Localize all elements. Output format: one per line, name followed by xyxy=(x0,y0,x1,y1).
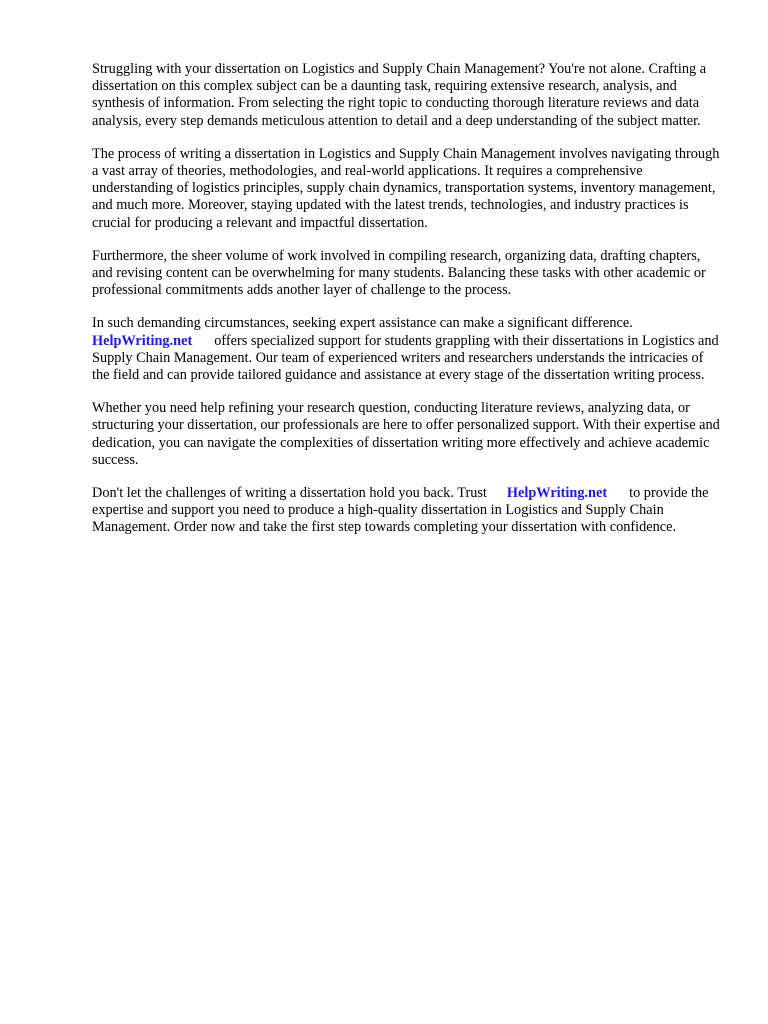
helpwriting-link[interactable]: HelpWriting.net xyxy=(92,332,193,349)
paragraph-5: Whether you need help refining your research question, conducting literature reviews, analyzing data, or structuring your dissertation, our professionals are here to offer personalized support. With their expertise and dedication, you can navigate the complexities of dissertation writing more effectively and achieve academic success. xyxy=(92,400,720,468)
paragraph-6-after: to provide the expertise and support you need to produce a high-quality dissertation in Logistics and Supply Chain Management. Order now and take the first step towards completing your dissertation with confidence. xyxy=(92,485,709,536)
document-body xyxy=(92,61,720,553)
paragraph-6 xyxy=(92,485,720,537)
paragraph-4-intro: In such demanding circumstances, seeking expert assistance can make a significant difference. xyxy=(92,315,633,332)
paragraph-2: The process of writing a dissertation in Logistics and Supply Chain Management involves navigating through a vast array of theories, methodologies, and real-world applications. It requires a comprehensive understanding of logistics principles, supply chain dynamics, transportation systems, inventory management, and much more. Moreover, staying updated with the latest trends, technologies, and industry practices is crucial for producing a relevant and impactful dissertation. xyxy=(92,145,720,231)
paragraph-4 xyxy=(92,315,720,384)
helpwriting-link-2[interactable]: HelpWriting.net xyxy=(506,485,608,502)
paragraph-6-before: Don't let the challenges of writing a dissertation hold you back. Trust xyxy=(92,485,487,502)
paragraph-1: Struggling with your dissertation on Logistics and Supply Chain Management? You're not alone. Crafting a dissertation on this complex subject can be a daunting task, requiring extensive research, analysis, and synthesis of information. From selecting the right topic to conducting thorough literature reviews and data analysis, every step demands meticulous attention to detail and a deep understanding of the subject matter. xyxy=(92,61,707,129)
paragraph-4-rest: offers specialized support for students grappling with their dissertations in Logistics and Supply Chain Management. Our team of experienced writers and researchers understands the intricacies of the field and can provide tailored guidance and assistance at every stage of the dissertation writing process. xyxy=(92,332,719,384)
paragraph-3: Furthermore, the sheer volume of work involved in compiling research, organizing data, drafting chapters, and revising content can be overwhelming for many students. Balancing these tasks with other academic or professional commitments adds another layer of challenge to the process. xyxy=(92,247,706,299)
